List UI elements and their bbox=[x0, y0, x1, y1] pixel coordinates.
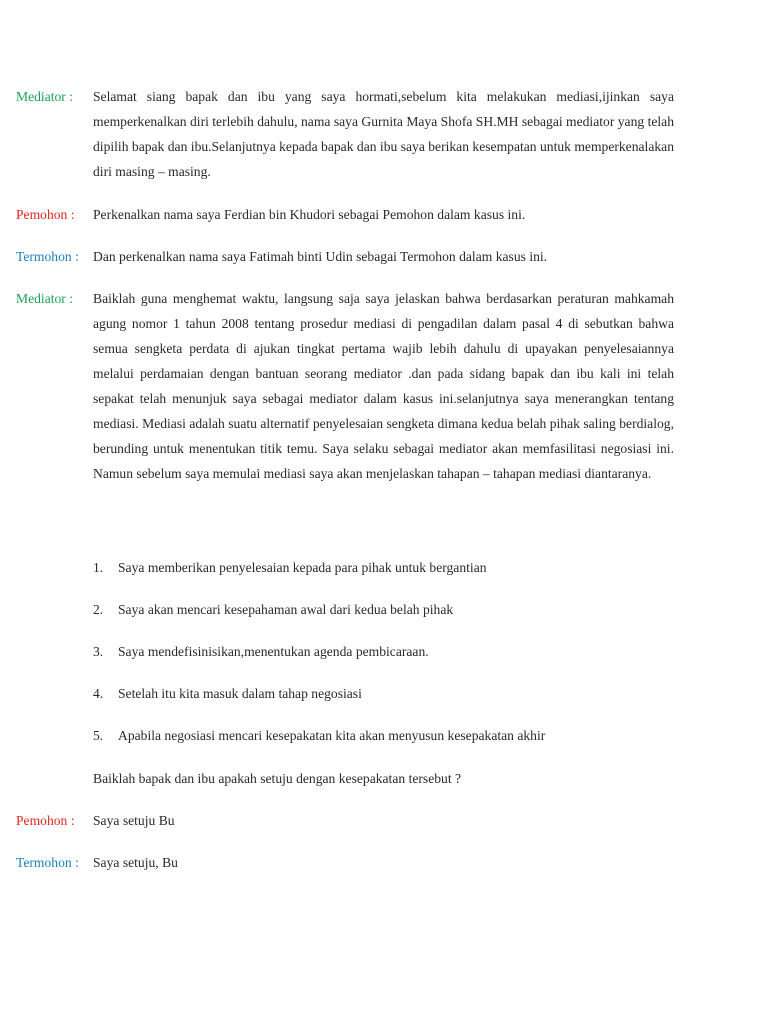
speaker-label-mediator: Mediator : bbox=[16, 291, 74, 306]
list-item-step-3 bbox=[93, 639, 674, 664]
list-item-text: Saya akan mencari kesepahaman awal dari kedua belah pihak bbox=[118, 602, 454, 617]
list-item-text: Saya mendefisinisikan,menentukan agenda pembicaraan. bbox=[118, 644, 429, 659]
speaker-label-termohon: Termohon : bbox=[16, 249, 79, 264]
list-number: 1. bbox=[93, 560, 104, 575]
list-number: 3. bbox=[93, 644, 104, 659]
speaker-label-termohon: Termohon : bbox=[16, 855, 79, 870]
list-item-text: Setelah itu kita masuk dalam tahap negosiasi bbox=[118, 686, 362, 701]
list-item-step-1 bbox=[93, 555, 674, 580]
utterance-text: Saya setuju, Bu bbox=[93, 855, 178, 870]
utterance-text: Baiklah guna menghemat waktu, langsung saja saya jelaskan bahwa berdasarkan peraturan mahkamah agung nomor 1 tahun 2008 tentang prosedur mediasi di pengadilan dalam pasal 4 di sebutkan bahwa semua sengketa perdata di ajukan tingkat pertama wajib lebih dahulu di upayakan penyelesaiannya melalui perdamaian dengan bantuan seorang mediator .dan pada sidang bapak dan ibu kali ini telah sepakat telah menunjuk saya sebagai mediator dalam kasus ini.selanjutnya saya menerangkan tentang mediasi. Mediasi adalah suatu alternatif penyelesaian sengketa dimana kedua belah pihak saling berdialog, berunding untuk menentukan titik temu. Saya selaku sebagai mediator akan memfasilitasi negosiasi ini. Namun sebelum saya memulai mediasi saya akan menjelaskan tahapan – tahapan mediasi diantaranya. bbox=[93, 291, 674, 481]
closing-question: Baiklah bapak dan ibu apakah setuju dengan kesepakatan tersebut ? bbox=[93, 771, 462, 786]
list-item-step-2 bbox=[93, 597, 674, 622]
utterance-text: Selamat siang bapak dan ibu yang saya hormati,sebelum kita melakukan mediasi,ijinkan saya memperkenalkan diri terlebih dahulu, nama saya Gurnita Maya Shofa SH.MH sebagai mediator yang telah dipilih bapak dan ibu.Selanjutnya kepada bapak dan ibu saya berikan kesempatan untuk memperkenalakan diri masing – masing. bbox=[93, 89, 674, 179]
speaker-label-pemohon: Pemohon : bbox=[16, 813, 75, 828]
list-number: 2. bbox=[93, 602, 104, 617]
list-number: 5. bbox=[93, 728, 104, 743]
utterance-text: Perkenalkan nama saya Ferdian bin Khudori sebagai Pemohon dalam kasus ini. bbox=[93, 207, 526, 222]
utterance-text: Dan perkenalkan nama saya Fatimah binti Udin sebagai Termohon dalam kasus ini. bbox=[93, 249, 548, 264]
list-item-step-4 bbox=[93, 681, 674, 706]
utterance-text: Saya setuju Bu bbox=[93, 813, 175, 828]
speaker-label-mediator: Mediator : bbox=[16, 89, 74, 104]
speaker-label-pemohon: Pemohon : bbox=[16, 207, 75, 222]
list-item-step-5 bbox=[93, 723, 674, 748]
list-item-text: Saya memberikan penyelesaian kepada para pihak untuk bergantian bbox=[118, 560, 487, 575]
list-item-text: Apabila negosiasi mencari kesepakatan kita akan menyusun kesepakatan akhir bbox=[118, 728, 546, 743]
list-number: 4. bbox=[93, 686, 104, 701]
